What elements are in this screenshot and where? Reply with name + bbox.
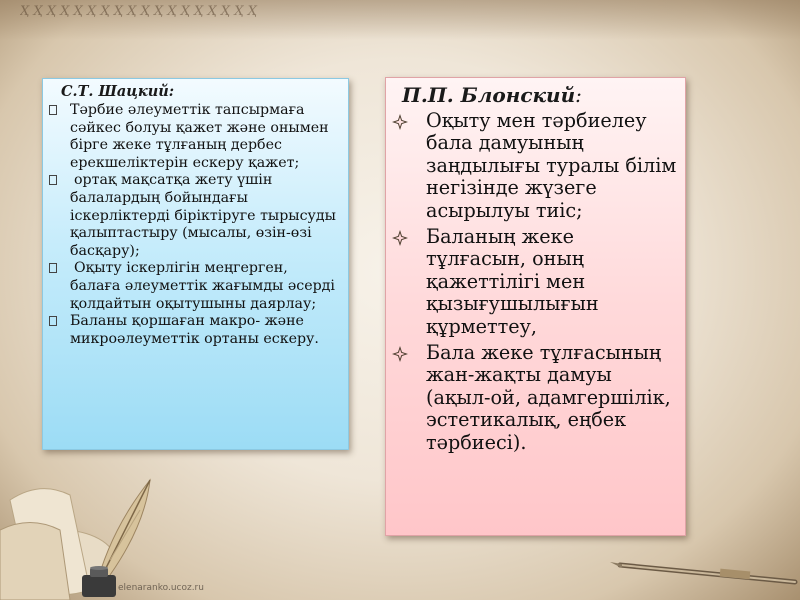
fountain-pen-icon (600, 540, 800, 600)
list-item (47, 313, 342, 348)
shatsky-title: С.Т. Шацкий: (61, 83, 175, 100)
diamond-bullet-icon (392, 346, 408, 362)
list-item-text: Бала жеке тұлғасының жан-жақты дамуы (ақыл-ой, адамгершілік, эстетикалық, еңбек тәрбиесі). (426, 341, 671, 454)
blonsky-panel (385, 77, 686, 536)
list-item (47, 172, 342, 260)
quill-inkwell-icon (0, 440, 260, 600)
decorative-script-band (0, 0, 800, 40)
blonsky-title-colon: : (575, 83, 582, 107)
list-item-text: Баланы қоршаған макро- және микроәлеуметтік ортаны ескеру. (70, 313, 319, 347)
list-item-text: Оқыту іскерлігін меңгерген, балаға әлеуметтік жағымды әсерді қолдайтын оқытушыны даярлау; (70, 260, 335, 312)
square-bullet-icon (49, 105, 57, 115)
list-item (390, 226, 677, 338)
decorative-script-text: Ҳ Ҳ Ҳ Ҳ Ҳ Ҳ Ҳ Ҳ Ҳ Ҳ Ҳ Ҳ Ҳ Ҳ Ҳ Ҳ Ҳ Ҳ (20, 4, 257, 19)
watermark-text: elenaranko.ucoz.ru (118, 583, 204, 593)
diamond-bullet-icon (392, 114, 408, 130)
list-item (390, 110, 677, 222)
square-bullet-icon (49, 316, 57, 326)
list-item (47, 102, 342, 172)
shatsky-panel (42, 78, 349, 450)
list-item (47, 260, 342, 313)
blonsky-title (402, 83, 677, 107)
shatsky-list (47, 102, 342, 348)
square-bullet-icon (49, 175, 57, 185)
list-item-text: Оқыту мен тәрбиелеу бала дамуының заңдылығы туралы білім негізінде жүзеге асырылуы тиіс; (426, 109, 677, 222)
blonsky-list (390, 110, 677, 454)
blonsky-title-text: П.П. Блонский (402, 83, 576, 107)
list-item-text: Тәрбие әлеуметтік тапсырмаға сәйкес болуы қажет және онымен бірге жеке тұлғаның дербес ерекшеліктерін ескеру қажет; (70, 102, 329, 171)
list-item (390, 342, 677, 454)
list-item-text: ортақ мақсатқа жету үшін балалардың бойындағы іскерліктерді біріктіруге тырысуды қалыптастыру (мысалы, өзін-өзі басқару); (70, 172, 336, 259)
list-item-text: Баланың жеке тұлғасын, оның қажеттілігі мен қызығушылығын құрметтеу, (426, 225, 599, 338)
square-bullet-icon (49, 263, 57, 273)
diamond-bullet-icon (392, 230, 408, 246)
